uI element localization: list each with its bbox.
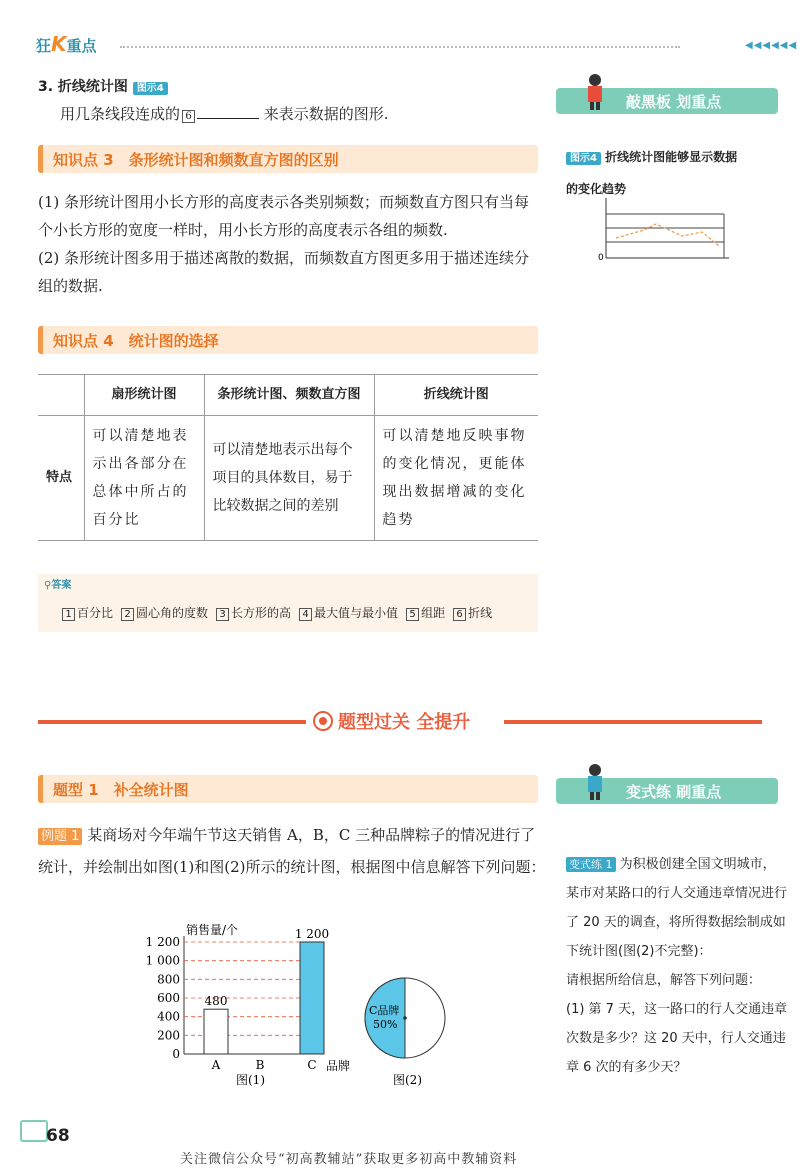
kp3-body bbox=[38, 188, 540, 300]
header-arrows: ◀◀◀◀◀◀ bbox=[745, 40, 798, 51]
bar-chart-tick-label: 400 bbox=[157, 1009, 180, 1024]
bar-c bbox=[300, 942, 324, 1054]
student-icon bbox=[582, 762, 608, 800]
bar-a bbox=[204, 1009, 228, 1054]
answer-number: 2 bbox=[121, 608, 134, 621]
answer-text: 百分比 bbox=[77, 606, 114, 620]
answer-number: 6 bbox=[453, 608, 466, 621]
blank-number: 6 bbox=[182, 110, 195, 123]
answer-label bbox=[44, 576, 71, 591]
answer-item bbox=[299, 604, 398, 621]
variant-text: 为积极创建全国文明城市，某市对某路口的行人交通违章情况进行了 20 天的调查，将所得数据绘制成如下统计图(图(2)不完整)： bbox=[566, 857, 788, 959]
kp3-title: 知识点 3 条形统计图和频数直方图的区别 bbox=[53, 151, 339, 169]
example-label bbox=[38, 828, 82, 845]
table-header-pie: 扇形统计图 bbox=[84, 375, 204, 416]
line-chart-series bbox=[616, 224, 719, 246]
sidebar1-text bbox=[566, 142, 788, 204]
kp4-title-bar bbox=[38, 326, 538, 354]
blank-line bbox=[197, 105, 259, 119]
brand-logo bbox=[36, 32, 97, 56]
header-divider bbox=[120, 46, 680, 48]
bar-chart-tick-label: 200 bbox=[157, 1028, 180, 1043]
table-row bbox=[38, 416, 538, 541]
table-cell-line: 可以清楚地反映事物的变化情况，更能体现出数据增减的变化趋势 bbox=[374, 416, 538, 541]
bar-category-label: A bbox=[211, 1058, 221, 1072]
medal-icon bbox=[312, 710, 334, 732]
example-text: 某商场对今年端午节这天销售 A，B，C 三种品牌粽子的情况进行了统计，并绘制出如图(1)和图(2)所示的统计图，根据图中信息解答下列问题： bbox=[38, 826, 546, 876]
line-chart-origin: 0 bbox=[598, 253, 604, 263]
table-row-label: 特点 bbox=[38, 416, 84, 541]
variant-label: 变式练 1 bbox=[566, 857, 616, 872]
kp3-title-bar bbox=[38, 145, 538, 173]
key-icon: ⚲ bbox=[44, 580, 52, 591]
answer-item bbox=[453, 604, 492, 621]
bar-data-label: 1 200 bbox=[294, 927, 330, 941]
answer-text: 长方形的高 bbox=[231, 606, 292, 620]
example-number: 1 bbox=[71, 829, 80, 844]
answer-number: 4 bbox=[299, 608, 312, 621]
teacher-icon bbox=[582, 72, 608, 110]
pie-chart bbox=[355, 972, 455, 1092]
section-3-title-text: 3. 折线统计图 bbox=[38, 79, 128, 95]
bar-chart-tick-label: 1 200 bbox=[145, 935, 180, 949]
bar-chart-tick-label: 0 bbox=[172, 1047, 180, 1061]
bar-data-label: 480 bbox=[204, 994, 228, 1009]
logo-text-pre: 狂 bbox=[36, 37, 52, 55]
table-header-row bbox=[38, 375, 538, 416]
divider-right bbox=[504, 720, 762, 724]
divider-left bbox=[38, 720, 306, 724]
pie-center bbox=[403, 1016, 407, 1020]
answer-item bbox=[62, 604, 113, 621]
bar-category-label: C bbox=[307, 1058, 317, 1072]
bar-chart-caption: 图(1) bbox=[236, 1073, 265, 1087]
pie-slice-label: C品牌 bbox=[369, 1004, 400, 1017]
answer-box bbox=[38, 574, 538, 632]
logo-k: K bbox=[51, 32, 67, 56]
answer-list bbox=[62, 602, 500, 621]
line-chart-illustration bbox=[594, 196, 734, 266]
bar-chart-tick-label: 800 bbox=[157, 972, 180, 987]
table-header-line: 折线统计图 bbox=[374, 375, 538, 416]
sidebar2-head-text: 变式练 刷重点 bbox=[626, 783, 722, 801]
kp4-title: 知识点 4 统计图的选择 bbox=[53, 332, 219, 350]
footer-note: 关注微信公众号“初高教辅站”获取更多初高中教辅资料 bbox=[180, 1152, 518, 1167]
answer-text: 组距 bbox=[421, 606, 446, 620]
section-3-title bbox=[38, 76, 168, 96]
answer-item bbox=[216, 604, 291, 621]
pie-chart-caption: 图(2) bbox=[393, 1073, 422, 1087]
example-1 bbox=[38, 820, 546, 882]
sidebar1-text-line2: 的变化趋势 bbox=[566, 182, 627, 196]
pie-slice-percent: 50% bbox=[373, 1018, 398, 1031]
logo-text-post: 重点 bbox=[66, 37, 97, 55]
bar-chart-ylabel: 销售量/个 bbox=[186, 923, 239, 937]
table-header-bar: 条形统计图、频数直方图 bbox=[204, 375, 374, 416]
sidebar1-text-line1: 折线统计图能够显示数据 bbox=[605, 150, 738, 164]
sidebar-head-text: 敲黑板 划重点 bbox=[626, 93, 722, 111]
answer-item bbox=[121, 604, 208, 621]
answer-label-text: 答案 bbox=[51, 580, 72, 591]
page-number: 68 bbox=[46, 1126, 70, 1146]
kp3-paragraph-1: (1) 条形统计图用小长方形的高度表示各类别频数；而频数直方图只有当每个小长方形的宽度一样时，用小长方形的高度表示各组的频数. bbox=[38, 193, 530, 239]
variant-question-intro: 请根据所给信息，解答下列问题： bbox=[566, 973, 762, 988]
answer-number: 1 bbox=[62, 608, 75, 621]
comparison-table bbox=[38, 374, 538, 541]
example-label-text: 例题 bbox=[41, 829, 68, 844]
divider-title: 题型过关 全提升 bbox=[338, 712, 471, 733]
bar-chart-tick-label: 1 000 bbox=[145, 953, 180, 968]
variant-question-1: (1) 第 7 天，这一路口的行人交通违章次数是多少？这 20 天中，行人交通违章 6 次的有多少天？ bbox=[566, 1002, 788, 1075]
bar-chart-xlabel: 品牌 bbox=[326, 1059, 351, 1073]
page-corner-icon bbox=[20, 1120, 48, 1142]
answer-number: 5 bbox=[406, 608, 419, 621]
answer-text: 最大值与最小值 bbox=[314, 606, 399, 620]
section-3-text bbox=[60, 100, 389, 128]
section-3-text-before: 用几条线段连成的 bbox=[60, 105, 181, 123]
figure-badge: 图示4 bbox=[133, 82, 168, 95]
table-cell-bar: 可以清楚地表示出每个项目的具体数目，易于比较数据之间的差别 bbox=[204, 416, 374, 541]
table-cell-pie: 可以清楚地表示出各部分在总体中所占的百分比 bbox=[84, 416, 204, 541]
section-3-text-after: 来表示数据的图形. bbox=[263, 105, 389, 123]
type1-title-bar bbox=[38, 775, 538, 803]
type1-title: 题型 1 补全统计图 bbox=[53, 781, 189, 799]
answer-text: 圆心角的度数 bbox=[136, 606, 209, 620]
bar-chart-tick-label: 600 bbox=[157, 991, 180, 1005]
answer-text: 折线 bbox=[468, 606, 493, 620]
bar-chart bbox=[140, 922, 370, 1092]
kp3-paragraph-2: (2) 条形统计图多用于描述离散的数据，而频数直方图更多用于描述连续分组的数据. bbox=[38, 249, 530, 295]
answer-item bbox=[406, 604, 445, 621]
bar-category-label: B bbox=[255, 1058, 265, 1072]
table-header-blank bbox=[38, 375, 84, 416]
variant-practice-1 bbox=[566, 850, 788, 1082]
answer-number: 3 bbox=[216, 608, 229, 621]
sidebar1-badge: 图示4 bbox=[566, 152, 601, 165]
